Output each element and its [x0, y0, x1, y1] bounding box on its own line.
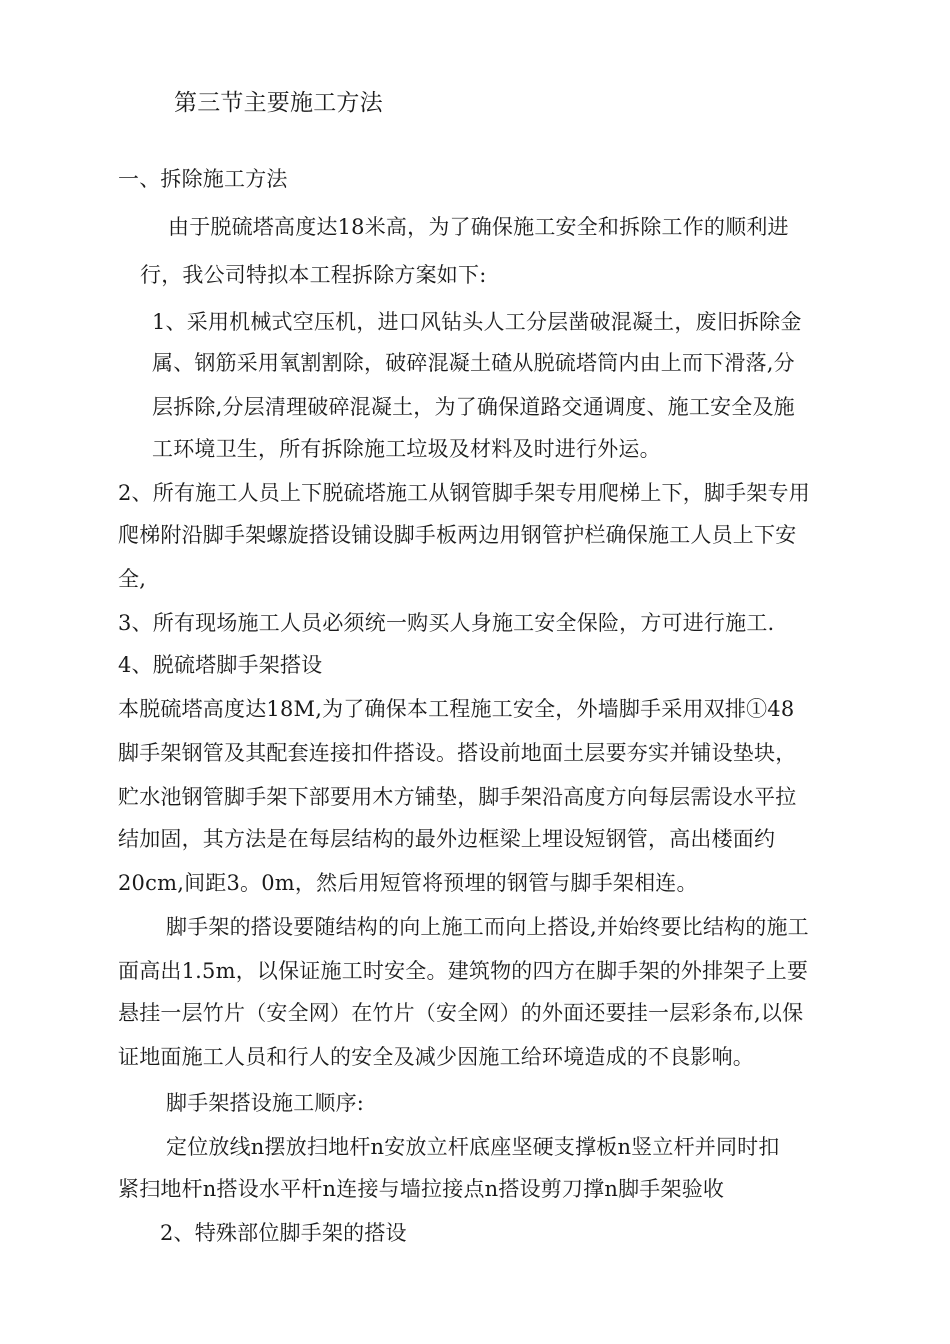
scaffold-para-line-2: 面高出1.5m，以保证施工时安全。建筑物的四方在脚手架的外排架子上要 — [118, 959, 809, 983]
item3-text: 3、所有现场施工人员必须统一购买人身施工安全保险，方可进行施工. — [118, 611, 775, 635]
item1-line-3: 层拆除,分层清理破碎混凝土，为了确保道路交通调度、施工安全及施 — [152, 395, 795, 419]
scaffold-para-line-1: 脚手架的搭设要随结构的向上施工而向上搭设,并始终要比结构的施工 — [166, 915, 809, 939]
item2-line-2: 爬梯附沿脚手架螺旋搭设铺设脚手板两边用钢管护栏确保施工人员上下安 — [118, 523, 797, 547]
item2-line-3: 全, — [118, 567, 147, 591]
intro-line-2: 行，我公司特拟本工程拆除方案如下: — [140, 263, 487, 287]
special-heading: 2、特殊部位脚手架的搭设 — [160, 1221, 407, 1245]
item4-line-4: 结加固，其方法是在每层结构的最外边框梁上埋设短钢管，高出楼面约 — [118, 827, 776, 851]
item4-line-3: 贮水池钢管脚手架下部要用木方铺垫，脚手架沿高度方向每层需设水平拉 — [118, 785, 797, 809]
section1-heading: 一、拆除施工方法 — [118, 167, 288, 191]
sequence-line-1: 定位放线n摆放扫地杆n安放立杆底座坚硬支撑板n竖立杆并同时扣 — [166, 1135, 780, 1159]
item1-line-1: 1、采用机械式空压机，进口风钻头人工分层凿破混凝土，废旧拆除金 — [152, 310, 802, 334]
intro-line-1: 由于脱硫塔高度达18米高，为了确保施工安全和拆除工作的顺利进 — [168, 215, 789, 239]
item4-line-5: 20cm,间距3。0m，然后用短管将预埋的钢管与脚手架相连。 — [118, 871, 698, 895]
item1-line-4: 工环境卫生，所有拆除施工垃圾及材料及时进行外运。 — [152, 437, 661, 461]
scaffold-para-line-4: 证地面施工人员和行人的安全及减少因施工给环境造成的不良影响。 — [118, 1045, 754, 1069]
item1-line-2: 属、钢筋采用氧割割除，破碎混凝土碴从脱硫塔筒内由上而下滑落,分 — [152, 351, 795, 375]
item4-line-2: 脚手架钢管及其配套连接扣件搭设。搭设前地面土层要夯实并铺设垫块， — [118, 741, 797, 765]
item4-heading: 4、脱硫塔脚手架搭设 — [118, 653, 323, 677]
sequence-heading: 脚手架搭设施工顺序: — [166, 1091, 365, 1115]
scaffold-para-line-3: 悬挂一层竹片（安全网）在竹片（安全网）的外面还要挂一层彩条布,以保 — [118, 1001, 804, 1025]
item4-line-1: 本脱硫塔高度达18M,为了确保本工程施工安全，外墙脚手采用双排①48 — [118, 697, 795, 721]
section-title: 第三节主要施工方法 — [174, 90, 383, 116]
sequence-line-2: 紧扫地杆n搭设水平杆n连接与墙拉接点n搭设剪刀撑n脚手架验收 — [118, 1177, 725, 1201]
item2-line-1: 2、所有施工人员上下脱硫塔施工从钢管脚手架专用爬梯上下，脚手架专用 — [118, 481, 810, 505]
